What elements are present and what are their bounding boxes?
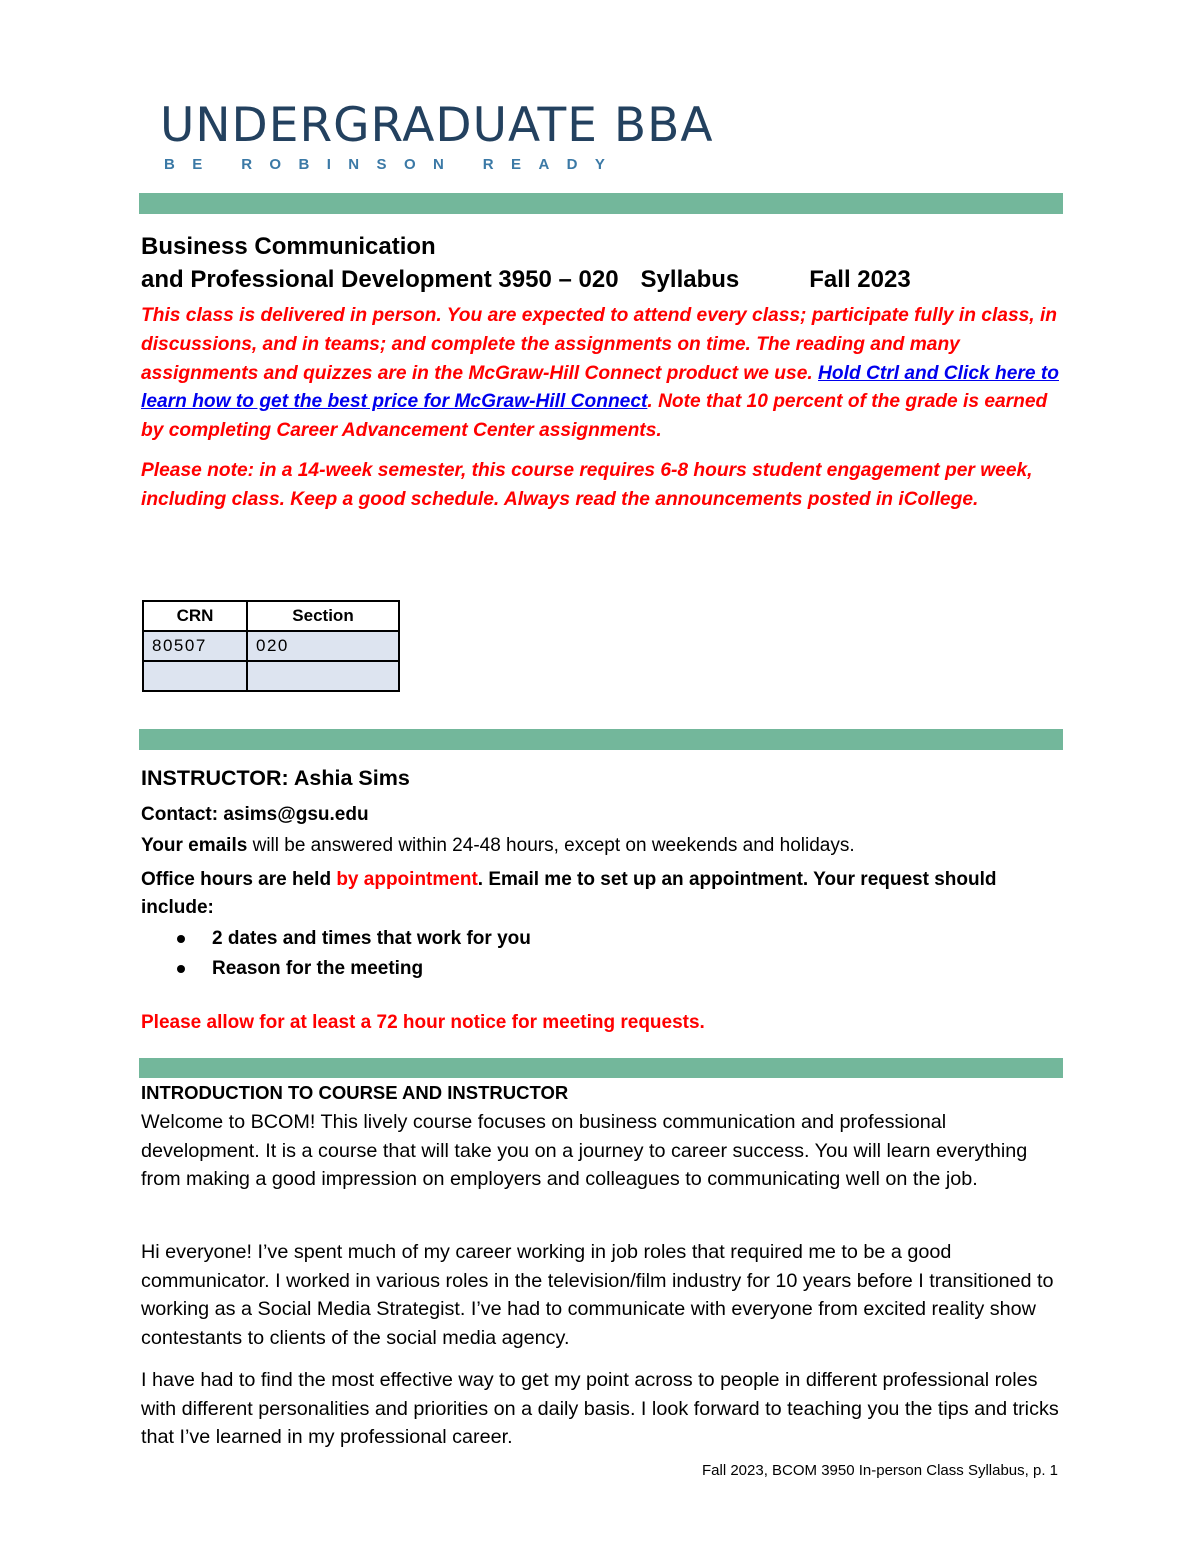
column-header-section: Section: [247, 601, 399, 631]
page-title: [141, 230, 1041, 296]
instructor-heading: INSTRUCTOR: Ashia Sims: [141, 766, 410, 790]
list-item: [141, 924, 531, 954]
office-hours-text-end: . Email me to set up an appointment. Your request should include:: [141, 869, 997, 918]
intro-paragraph-1: Welcome to BCOM! This lively course focuses on business communication and professional development. It is a course that will take you on a journey to career success. You will learn everything from making a good impression on employers and colleagues to communicating well on the job.: [141, 1111, 1028, 1191]
section-divider-top: [139, 193, 1063, 214]
table-cell-crn: [143, 661, 247, 691]
list-item-text: 2 dates and times that work for you: [212, 928, 531, 949]
title-line-2: [141, 263, 1041, 296]
office-hours-text: Office hours are held: [141, 869, 337, 890]
table-cell-section: [247, 661, 399, 691]
logo-tagline: BE ROBINSON READY: [164, 156, 623, 173]
delivery-notice-text-end: . Note that 10 percent of the grade is earned by completing Career Advancement Center assignments.: [141, 391, 1048, 442]
intro-heading: INTRODUCTION TO COURSE AND INSTRUCTOR: [141, 1082, 569, 1103]
table-row: [143, 631, 399, 661]
request-requirements-list: [141, 924, 531, 984]
delivery-notice: [141, 302, 1071, 446]
logo-wordmark: UNDERGRADUATE BBA: [160, 98, 714, 153]
engagement-notice: Please note: in a 14-week semester, this course requires 6-8 hours student engagement per week, including class. Keep a good schedule. Always read the announcements posted in iCollege.: [141, 460, 1033, 510]
bullet-icon: [177, 935, 185, 943]
table-row: [143, 661, 399, 691]
table-cell-crn: 80507: [143, 631, 247, 661]
title-term: Fall 2023: [809, 266, 911, 293]
office-hours-appointment: by appointment: [336, 869, 478, 890]
crn-table: [142, 600, 400, 692]
section-divider-instructor: [139, 729, 1063, 750]
meeting-notice: Please allow for at least a 72 hour notice for meeting requests.: [141, 1012, 705, 1033]
list-item-text: Reason for the meeting: [212, 958, 424, 979]
page-footer: Fall 2023, BCOM 3950 In-person Class Syllabus, p. 1: [701, 1462, 1058, 1479]
table-header-row: [143, 601, 399, 631]
title-doc-type: Syllabus: [640, 266, 740, 293]
title-line-1: Business Communication: [141, 233, 436, 260]
list-item: [141, 954, 531, 984]
delivery-notice-text: This class is delivered in person. You are expected to attend every class; participate fully in class, in discussions, and in teams; and complete the assignments on time. The reading and many assignments and quizzes are in the McGraw-Hill Connect product we use.: [141, 305, 1058, 384]
column-header-crn: CRN: [143, 601, 247, 631]
intro-paragraph-3: I have had to find the most effective way to get my point across to people in different professional roles with different personalities and priorities on a daily basis. I look forward to teaching you the tips and tricks that I’ve learned in my professional career.: [141, 1369, 1059, 1449]
bullet-icon: [177, 965, 185, 973]
connect-price-link[interactable]: Hold Ctrl and Click here to learn how to get the best price for McGraw-Hill Connect: [141, 362, 1059, 413]
title-course: and Professional Development 3950 – 020: [141, 266, 619, 293]
email-response-bold: Your emails: [141, 835, 248, 856]
email-response-text: will be answered within 24-48 hours, except on weekends and holidays.: [247, 835, 855, 856]
table-cell-section: 020: [247, 631, 399, 661]
email-response-note: [141, 832, 1071, 860]
office-hours-note: [141, 866, 1071, 922]
intro-paragraph-2: Hi everyone! I’ve spent much of my career working in job roles that required me to be a good communicator. I worked in various roles in the television/film industry for 10 years before I transitioned to working as a Social Media Strategist. I’ve had to communicate with everyone from excited reality show contestants to clients of the social media agency.: [141, 1241, 1054, 1349]
section-divider-intro: [139, 1058, 1063, 1078]
instructor-contact: Contact: asims@gsu.edu: [141, 804, 369, 825]
